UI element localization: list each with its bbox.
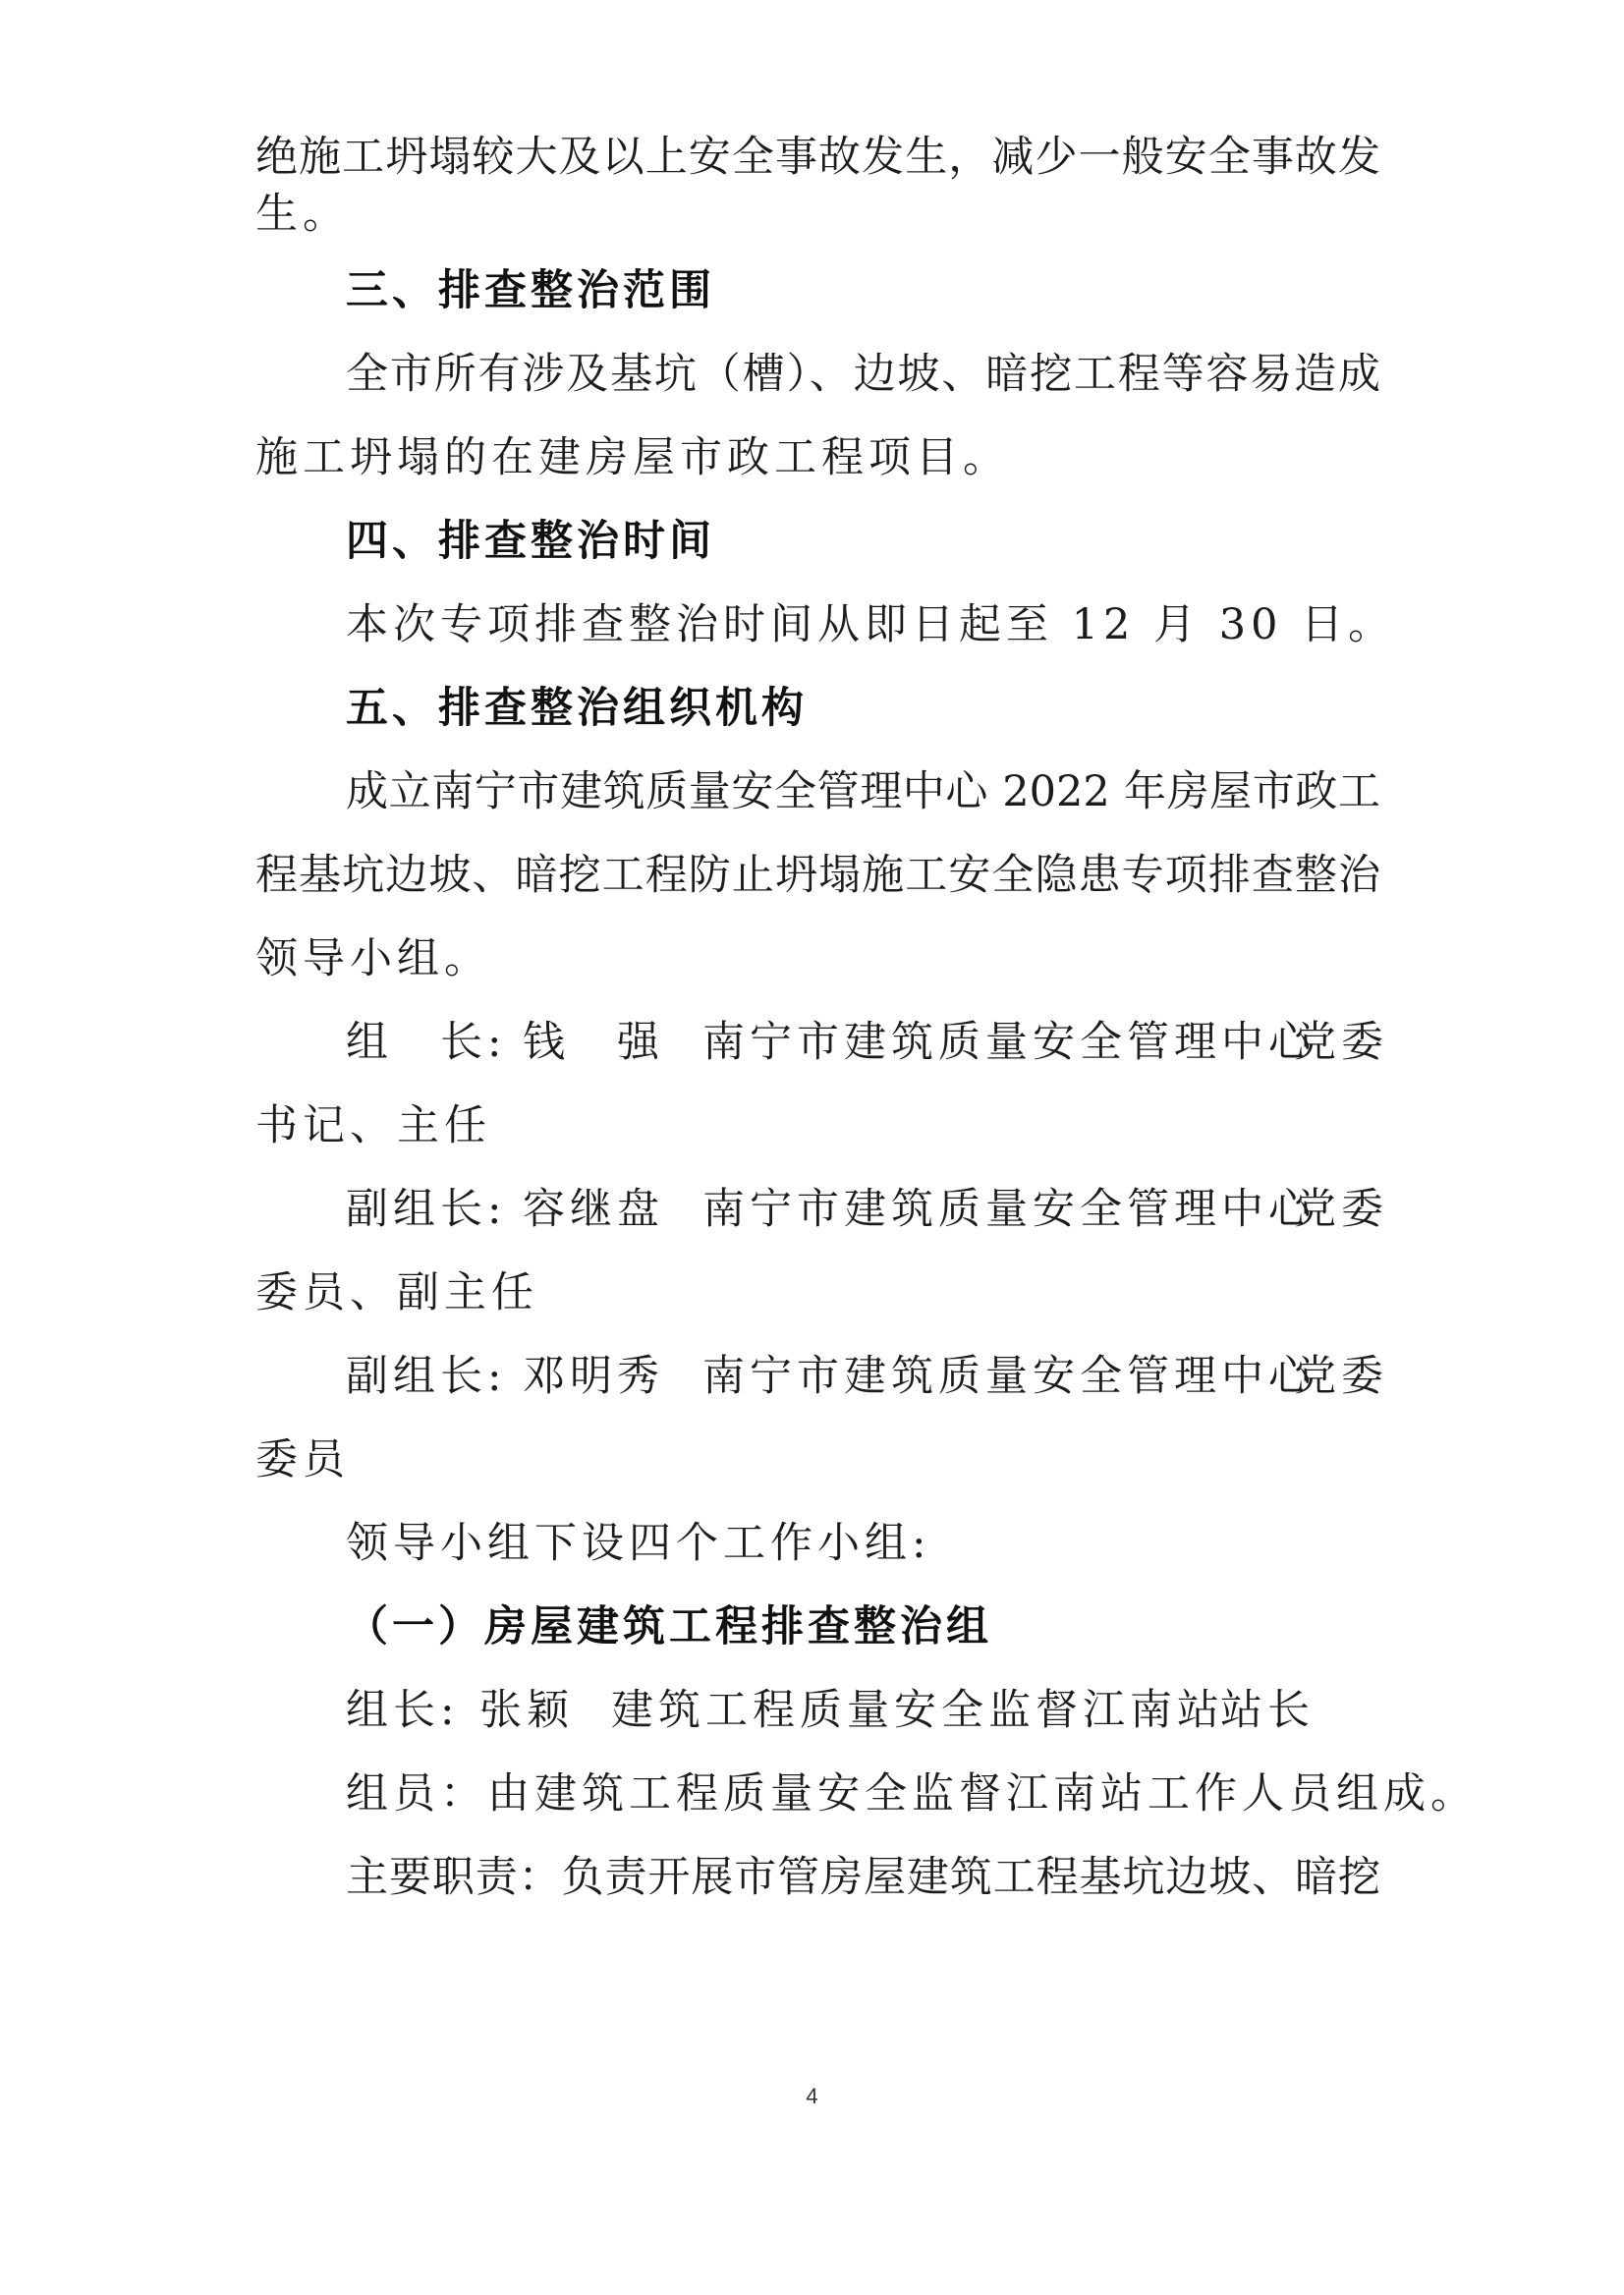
member-org: 南宁市建筑质量安全管理中心: [702, 1018, 1316, 1067]
member-title: 党委: [1294, 1185, 1388, 1234]
leader-org: 建筑工程质量安全监督江南站: [611, 1686, 1224, 1735]
member-role: 组 长:: [346, 1018, 507, 1067]
member-name: 钱 强: [523, 1018, 664, 1067]
paragraph-line: 本次专项排查整治时间从即日起至 12 月 30 日。: [346, 600, 1396, 649]
leader-name: 张颖: [479, 1686, 574, 1735]
member-title: 党委: [1294, 1018, 1388, 1067]
paragraph-line: 领导小组下设四个工作小组:: [346, 1519, 931, 1568]
paragraph-line: 生。: [255, 190, 350, 239]
group-leader-row: [0, 1681, 1624, 1740]
member-name: 邓明秀: [523, 1352, 664, 1401]
leader-title: 站长: [1220, 1686, 1315, 1735]
member-title-cont: 委员、副主任: [255, 1268, 538, 1317]
member-title-cont: 书记、主任: [255, 1101, 491, 1150]
member-role: 副组长:: [346, 1352, 507, 1401]
member-org: 南宁市建筑质量安全管理中心: [702, 1352, 1316, 1401]
paragraph-line: 程基坑边坡、暗挖工程防止坍塌施工安全隐患专项排查整治: [255, 851, 1380, 900]
section-heading: 五、排查整治组织机构: [346, 684, 808, 733]
member-org: 南宁市建筑质量安全管理中心: [702, 1185, 1316, 1234]
subsection-heading: （一）房屋建筑工程排查整治组: [346, 1602, 992, 1651]
paragraph-line: 全市所有涉及基坑（槽）、边坡、暗挖工程等容易造成: [346, 350, 1380, 399]
paragraph-line: 领导小组。: [255, 934, 491, 983]
section-heading: 三、排查整治范围: [346, 266, 715, 315]
section-heading: 四、排查整治时间: [346, 517, 715, 566]
paragraph-line: 主要职责：负责开展市管房屋建筑工程基坑边坡、暗挖: [346, 1853, 1380, 1902]
leader-label: 组长:: [346, 1686, 460, 1735]
member-row: [0, 1347, 1624, 1406]
member-name: 容继盘: [523, 1185, 664, 1234]
page-number: 4: [806, 2084, 818, 2108]
member-title: 党委: [1294, 1352, 1388, 1401]
member-row: [0, 1013, 1624, 1072]
paragraph-line: 组员：由建筑工程质量安全监督江南站工作人员组成。: [346, 1769, 1478, 1819]
member-title-cont: 委员: [255, 1435, 350, 1484]
paragraph-line: 绝施工坍塌较大及以上安全事故发生，减少一般安全事故发: [255, 133, 1380, 182]
paragraph-line: 成立南宁市建筑质量安全管理中心 2022 年房屋市政工: [346, 767, 1380, 816]
member-role: 副组长:: [346, 1185, 507, 1234]
member-row: [0, 1180, 1624, 1239]
paragraph-line: 施工坍塌的在建房屋市政工程项目。: [255, 433, 1010, 482]
